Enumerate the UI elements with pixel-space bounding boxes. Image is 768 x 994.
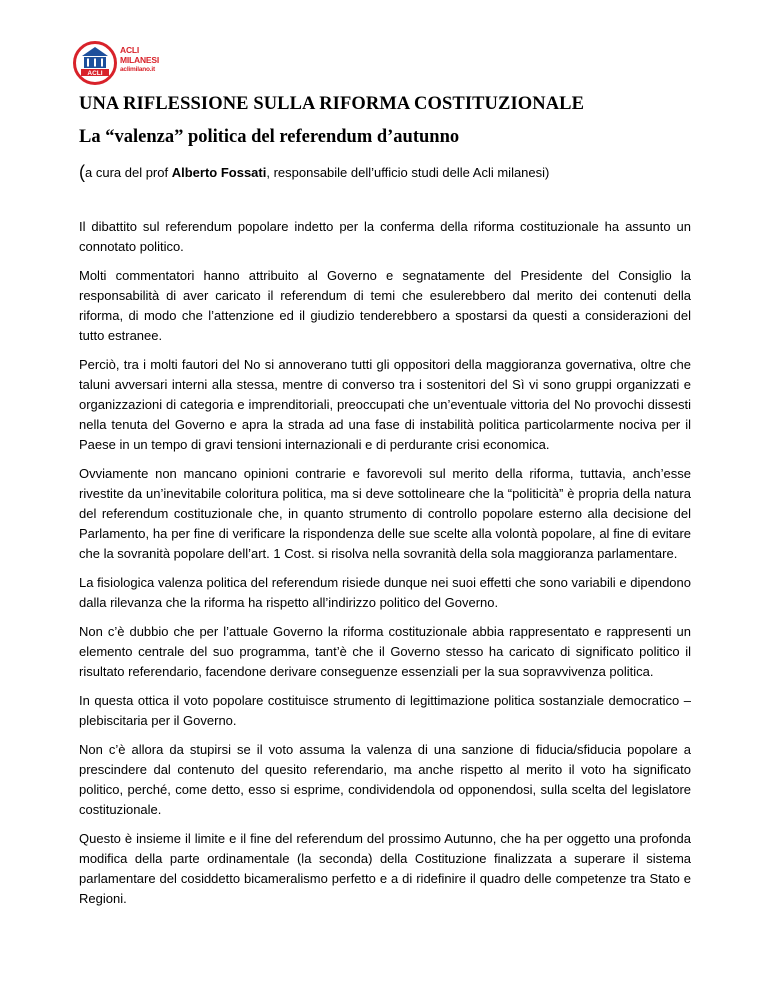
acli-logo <box>73 41 163 85</box>
paragraph: Il dibattito sul referendum popolare indetto per la conferma della riforma costituzionale ha assunto un connotato politico. <box>79 219 691 254</box>
logo-line-website: aclimilano.it <box>120 66 155 73</box>
byline-suffix: , responsabile dell’ufficio studi delle Acli milanesi) <box>266 165 550 180</box>
logo-line-milanesi: MILANESI <box>120 54 160 65</box>
byline-author: Alberto Fossati <box>171 165 267 180</box>
svg-text:ACLI: ACLI <box>87 70 103 77</box>
paragraph: In questa ottica il voto popolare costituisce strumento di legittimazione politica sostanziale democratico – plebiscitaria per il Governo. <box>79 693 691 728</box>
byline-prefix: a cura del prof <box>85 165 172 180</box>
paragraph: Non c’è dubbio che per l’attuale Governo la riforma costituzionale abbia rappresentato e rappresenti un elemento centrale del suo programma, tant’è che il Governo stesso ha caricato di significato politico il risultato referendario, facendone derivare conseguenze essenziali per la sua sopravvivenza politica. <box>79 624 691 679</box>
document-subtitle: La “valenza” politica del referendum d’autunno <box>79 127 460 147</box>
logo-line-acli: ACLI <box>120 45 140 55</box>
byline-open-paren: ( <box>79 162 85 182</box>
paragraph: La fisiologica valenza politica del referendum risiede dunque nei suoi effetti che sono variabili e dipendono dalla rilevanza che la riforma ha rispetto all’indirizzo politico del Governo. <box>79 575 691 610</box>
logo-wordmark <box>120 46 159 75</box>
paragraph: Non c’è allora da stupirsi se il voto assuma la valenza di una sanzione di fiducia/sfiducia popolare a prescindere dal contenuto del quesito referendario, ma anche rispetto al merito il voto ha significato politico, perché, come detto, esso si esprime, condividendola od opponendosi, sulla scelta del legislatore costituzionale. <box>79 742 691 817</box>
acli-emblem-icon <box>73 41 117 85</box>
article-body <box>79 217 691 918</box>
paragraph: Perciò, tra i molti fautori del No si annoverano tutti gli oppositori della maggioranza governativa, oltre che taluni avversari interni alla stessa, mentre di converso tra i sostenitori del Sì vi sono gruppi organizzati e organizzazioni di categoria e imprenditoriali, preoccupati che un’eventuale vittoria del No provochi dissesti nella tenuta del Governo e apra la strada ad una fase di instabilità politica particolarmente nociva per il Paese in un tempo di gravi tensioni internazionali e di perdurante crisi economica. <box>79 357 691 452</box>
paragraph: Questo è insieme il limite e il fine del referendum del prossimo Autunno, che ha per oggetto una profonda modifica della parte ordinamentale (la seconda) della Costituzione finalizzata a superare il sistema parlamentare del cosiddetto bicameralismo perfetto e a di ridefinire il quadro delle competenze tra Stato e Regioni. <box>79 831 691 906</box>
byline <box>79 161 549 182</box>
paragraph: Ovviamente non mancano opinioni contrarie e favorevoli sul merito della riforma, tuttavia, anch’esse rivestite da un’inevitabile coloritura politica, ma si deve sottolineare che la “politicità” è propria della natura del referendum costituzionale che, in quanto strumento di controllo popolare esterno alla decisione del Parlamento, ha per fine di verificare la rispondenza delle sue scelte alla volontà popolare, al fine di evitare che la sovranità popolare dell’art. 1 Cost. si risolva nella sovranità della sola maggioranza parlamentare. <box>79 466 691 561</box>
document-title: UNA RIFLESSIONE SULLA RIFORMA COSTITUZIONALE <box>79 94 585 114</box>
paragraph: Molti commentatori hanno attribuito al Governo e segnatamente del Presidente del Consiglio la responsabilità di aver caricato il referendum di temi che esulerebbero dal merito dei contenuti della riforma, di modo che l’attenzione ed il giudizio tenderebbero a spostarsi da questi a considerazioni del tutto estranee. <box>79 268 691 343</box>
